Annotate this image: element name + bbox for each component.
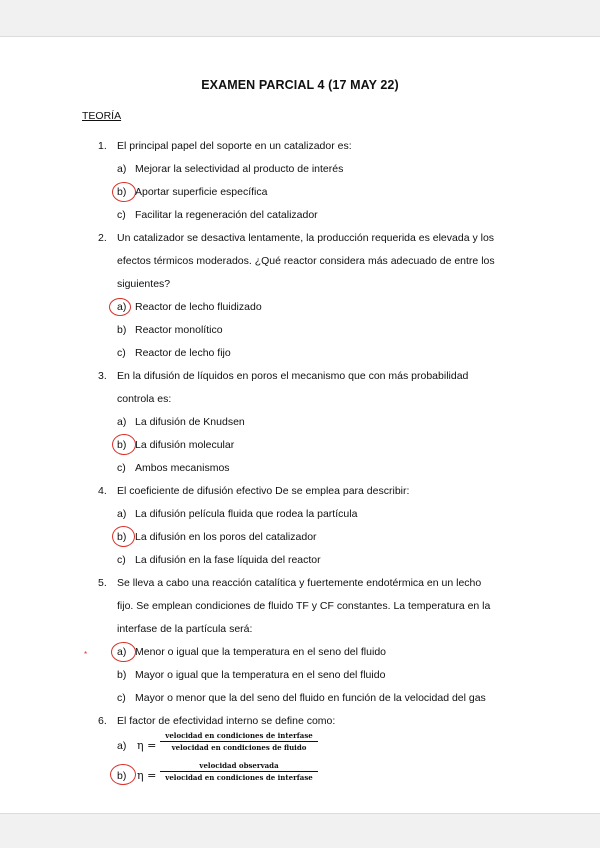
answer-circle-q3 xyxy=(112,434,136,455)
question-5-line-2: fijo. Se emplean condiciones de fluido TF y CF constantes. La temperatura en la xyxy=(117,600,491,612)
question-3-line-1: En la difusión de líquidos en poros el mecanismo que con más probabilidad xyxy=(117,370,469,382)
q2-option-b: Reactor monolítico xyxy=(135,324,223,336)
q5-option-b: Mayor o igual que la temperatura en el seno del fluido xyxy=(135,669,386,681)
q6-option-a-numerator: velocidad en condiciones de interfase xyxy=(160,731,318,742)
q4-option-b: La difusión en los poros del catalizador xyxy=(135,531,317,543)
q3-option-a: La difusión de Knudsen xyxy=(135,416,245,428)
q3-option-c-letter: c) xyxy=(117,462,126,474)
question-5-line-3: interfase de la partícula será: xyxy=(117,623,253,635)
answer-circle-q5 xyxy=(111,642,136,662)
q6-option-b-denominator: velocidad en condiciones de interfase xyxy=(165,773,313,782)
q1-option-c: Facilitar la regeneración del catalizador xyxy=(135,209,318,221)
q6-option-a-letter: a) xyxy=(117,740,127,752)
answer-circle-q2 xyxy=(109,298,131,316)
question-3-line-2: controla es: xyxy=(117,393,172,405)
question-2-number: 2. xyxy=(98,232,107,244)
q3-option-b: La difusión molecular xyxy=(135,439,235,451)
answer-circle-q4 xyxy=(112,526,135,547)
question-2-line-2: efectos térmicos moderados. ¿Qué reactor considera más adecuado de entre los xyxy=(117,255,495,267)
q2-option-b-letter: b) xyxy=(117,324,127,336)
question-4-text: El coeficiente de difusión efectivo De se emplea para describir: xyxy=(117,485,410,497)
q3-option-a-letter: a) xyxy=(117,416,127,428)
q2-option-a-letter: a) xyxy=(117,301,127,313)
q6-option-a-denominator: velocidad en condiciones de fluido xyxy=(171,743,307,752)
question-1-text: El principal papel del soporte en un catalizador es: xyxy=(117,140,352,152)
q6-option-b-fraction xyxy=(160,761,318,782)
stray-pen-mark: * xyxy=(84,650,88,659)
q4-option-b-letter: b) xyxy=(117,531,127,543)
question-5-number: 5. xyxy=(98,577,107,589)
q5-option-b-letter: b) xyxy=(117,669,127,681)
q4-option-a-letter: a) xyxy=(117,508,127,520)
q2-option-a: Reactor de lecho fluidizado xyxy=(135,301,262,313)
q2-option-c: Reactor de lecho fijo xyxy=(135,347,231,359)
q6-option-a-eta: η = xyxy=(137,739,157,752)
q4-option-c-letter: c) xyxy=(117,554,126,566)
q1-option-a-letter: a) xyxy=(117,163,127,175)
q6-option-a-fraction xyxy=(160,731,318,752)
question-6-number: 6. xyxy=(98,715,107,727)
question-4-number: 4. xyxy=(98,485,107,497)
q5-option-c-letter: c) xyxy=(117,692,126,704)
q3-option-c: Ambos mecanismos xyxy=(135,462,230,474)
section-heading: TEORÍA xyxy=(82,110,122,122)
q3-option-b-letter: b) xyxy=(117,439,127,451)
q5-option-a: Menor o igual que la temperatura en el seno del fluido xyxy=(135,646,386,658)
question-2-line-3: siguientes? xyxy=(117,278,171,290)
q1-option-b-letter: b) xyxy=(117,186,127,198)
q6-option-b-numerator: velocidad observada xyxy=(160,761,318,772)
q4-option-a: La difusión película fluida que rodea la partícula xyxy=(135,508,358,520)
question-5-line-1: Se lleva a cabo una reacción catalítica y fuertemente endotérmica en un lecho xyxy=(117,577,482,589)
q5-option-a-letter: a) xyxy=(117,646,127,658)
q5-option-c: Mayor o menor que la del seno del fluido en función de la velocidad del gas xyxy=(135,692,486,704)
answer-circle-q6 xyxy=(110,764,136,785)
q6-option-b-eta: η = xyxy=(137,769,157,782)
q1-option-a: Mejorar la selectividad al producto de interés xyxy=(135,163,344,175)
question-2-line-1: Un catalizador se desactiva lentamente, la producción requerida es elevada y los xyxy=(117,232,495,244)
q4-option-c: La difusión en la fase líquida del reactor xyxy=(135,554,321,566)
question-3-number: 3. xyxy=(98,370,107,382)
q6-option-b-letter: b) xyxy=(117,770,127,782)
question-1-number: 1. xyxy=(98,140,107,152)
answer-circle-q1 xyxy=(112,182,136,202)
question-6-text: El factor de efectividad interno se define como: xyxy=(117,715,336,727)
exam-title: EXAMEN PARCIAL 4 (17 MAY 22) xyxy=(201,78,399,92)
q1-option-b: Aportar superficie específica xyxy=(135,186,268,198)
q1-option-c-letter: c) xyxy=(117,209,126,221)
q2-option-c-letter: c) xyxy=(117,347,126,359)
